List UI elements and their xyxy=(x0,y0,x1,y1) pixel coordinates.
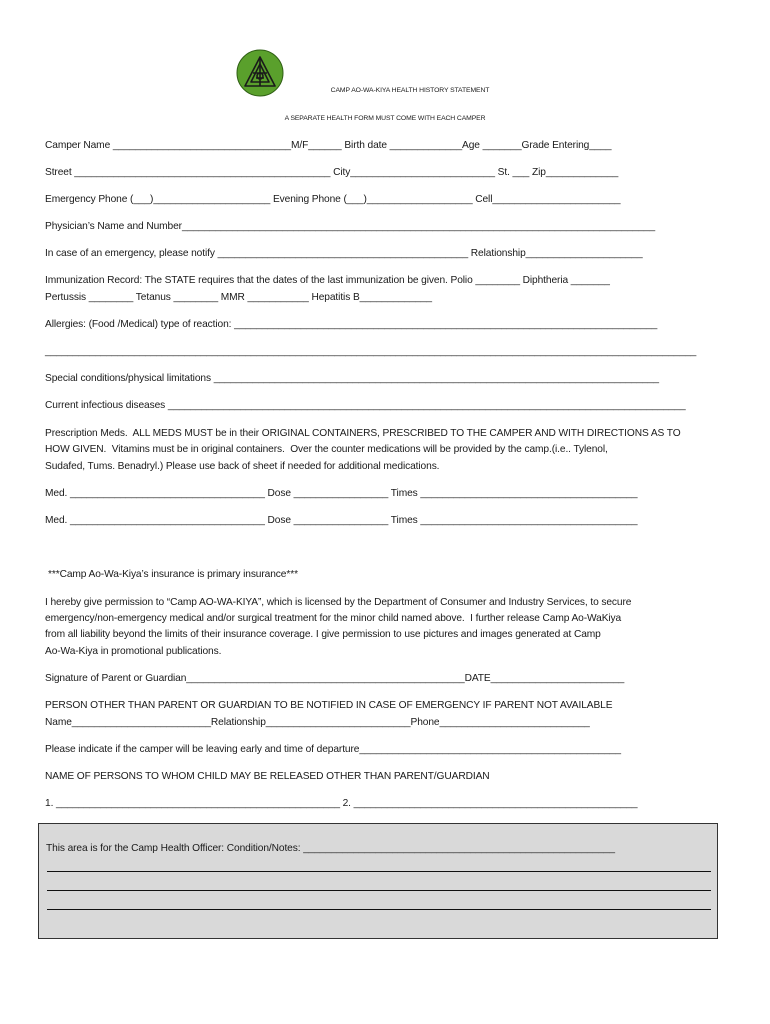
immunization-line-1[interactable]: Immunization Record: The STATE requires that the dates of the last immunization be given. Polio ________ Diphtheria _______ xyxy=(45,275,610,286)
form-subtitle: A SEPARATE HEALTH FORM MUST COME WITH EACH CAMPER xyxy=(284,115,486,122)
phones-line[interactable]: Emergency Phone (___)_____________________ Evening Phone (___)___________________ Cell_______________________ xyxy=(45,194,621,205)
other-person-heading: PERSON OTHER THAN PARENT OR GUARDIAN TO BE NOTIFIED IN CASE OF EMERGENCY IF PARENT NOT AVAILABLE xyxy=(45,700,613,711)
permission-text-1: I hereby give permission to “Camp AO-WA-KIYA”, which is licensed by the Department of Consumer and Industry Services, to secure xyxy=(45,597,632,608)
release-heading: NAME OF PERSONS TO WHOM CHILD MAY BE RELEASED OTHER THAN PARENT/GUARDIAN xyxy=(45,771,490,782)
notes-rule-3[interactable] xyxy=(47,909,711,910)
allergies-line[interactable]: Allergies: (Food /Medical) type of reaction: ____________________________________________________________________________ xyxy=(45,319,658,330)
immunization-line-2[interactable]: Pertussis ________ Tetanus ________ MMR ___________ Hepatitis B_____________ xyxy=(45,292,432,303)
notes-rule-2[interactable] xyxy=(47,890,711,891)
med-entry-1[interactable]: Med. ___________________________________ Dose _________________ Times _______________________________________ xyxy=(45,488,638,499)
signature-line[interactable]: Signature of Parent or Guardian__________________________________________________DATE________________________ xyxy=(45,673,625,684)
camper-info-line[interactable]: Camper Name ________________________________M/F______ Birth date _____________Age _______Grade Entering____ xyxy=(45,140,612,151)
special-conditions-line[interactable]: Special conditions/physical limitations ________________________________________________________________________________ xyxy=(45,373,659,384)
allergies-continuation-line[interactable]: _____________________________________________________________________________________________________________________ xyxy=(45,346,697,357)
permission-text-2: emergency/non-emergency medical and/or surgical treatment for the minor child named above. I further release Camp Ao-WaKiya xyxy=(45,613,622,624)
insurance-note: ***Camp Ao-Wa-Kiya’s insurance is primary insurance*** xyxy=(48,569,298,580)
infectious-diseases-line[interactable]: Current infectious diseases _____________________________________________________________________________________________ xyxy=(45,400,686,411)
permission-text-3: from all liability beyond the limits of their insurance coverage. I give permission to use pictures and images generated at Camp xyxy=(45,629,601,640)
physician-line[interactable]: Physician’s Name and Number_____________________________________________________________________________________ xyxy=(45,221,656,232)
health-officer-box xyxy=(38,823,718,939)
departure-line[interactable]: Please indicate if the camper will be leaving early and time of departure_______________________________________________ xyxy=(45,744,621,755)
meds-instructions-3: Sudafed, Tums. Benadryl.) Please use back of sheet if needed for additional medications. xyxy=(45,461,440,472)
notes-rule-1[interactable] xyxy=(47,871,711,872)
other-person-fields[interactable]: Name_________________________Relationship__________________________Phone___________________________ xyxy=(45,717,590,728)
release-fields[interactable]: 1. ___________________________________________________ 2. ___________________________________________________ xyxy=(45,798,638,809)
med-entry-2[interactable]: Med. ___________________________________ Dose _________________ Times _______________________________________ xyxy=(45,515,638,526)
health-officer-label[interactable]: This area is for the Camp Health Officer: Condition/Notes: ________________________________________________________ xyxy=(46,843,615,854)
address-line[interactable]: Street ______________________________________________ City__________________________ St. ___ Zip_____________ xyxy=(45,167,619,178)
emergency-contact-line[interactable]: In case of an emergency, please notify _____________________________________________ Relationship_____________________ xyxy=(45,248,643,259)
meds-instructions-1: Prescription Meds. ALL MEDS MUST be in their ORIGINAL CONTAINERS, PRESCRIBED TO THE CAMPER AND WITH DIRECTIONS AS TO xyxy=(45,428,681,439)
permission-text-4: Ao-Wa-Kiya in promotional publications. xyxy=(45,646,222,657)
meds-instructions-2: HOW GIVEN. Vitamins must be in original containers. Over the counter medications will be provided by the camp.(i.e.. Tylenol, xyxy=(45,444,608,455)
form-title: CAMP AO-WA-KIYA HEALTH HISTORY STATEMENT xyxy=(330,87,490,94)
